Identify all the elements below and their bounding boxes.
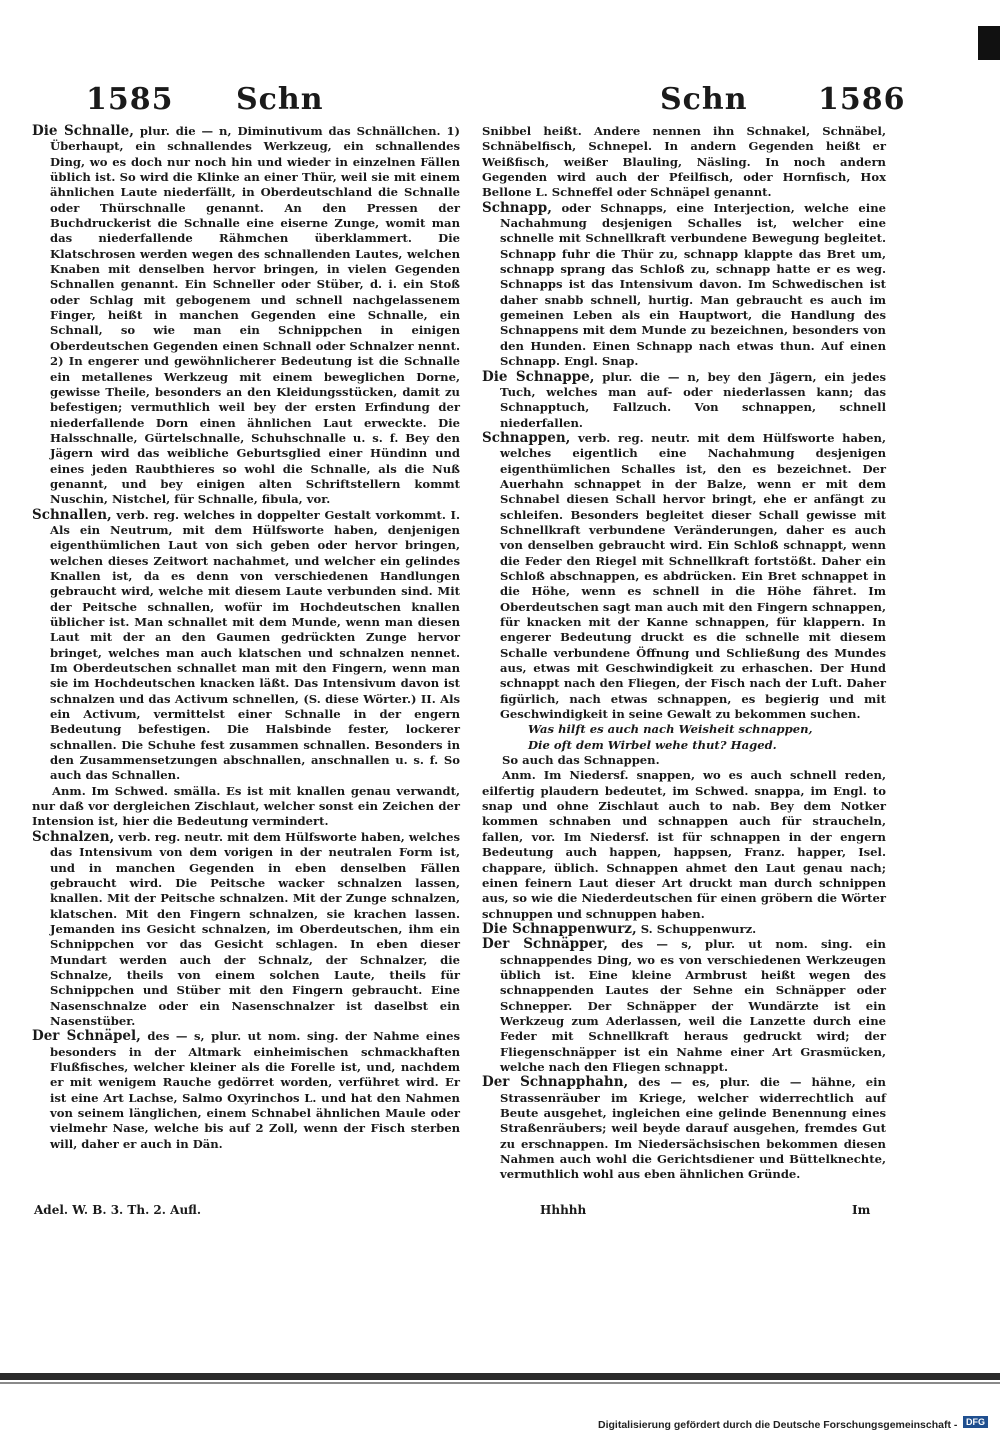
entry-text: plur. die — n, bey den Jägern, ein jedes Tuch, welches man auf- oder niederlassen kann; das Schnapptuch, Fallzuch. Von schnappen, schnell niederfallen.: [500, 369, 886, 430]
footer-volume-reference: Adel. W. B. 3. Th. 2. Aufl.: [34, 1203, 202, 1217]
entry-text: Die oft dem Wirbel wehe thut? Haged.: [528, 737, 777, 752]
dictionary-entry: [482, 431, 886, 723]
entry-headword: Schnalzen,: [32, 828, 115, 845]
entry-text: Anm. Im Schwed. smälla. Es ist mit knallen genau verwandt, nur daß vor dergleichen Zischlaut, welcher sonst ein Zeichen der Intension ist, hier die Bedeutung vermindert.: [32, 783, 460, 829]
page-number-left: 1585: [86, 82, 174, 117]
entry-headword: Die Schnappenwurz,: [482, 920, 637, 937]
dfg-logo: DFG: [963, 1416, 988, 1428]
entry-text: des — s, plur. ut nom. sing. ein schnappendes Ding, wo es von verschiedenen Werkzeugen üblich ist. Eine kleine Armbrust heißt wegen des schnappenden Lautes der Sehne ein Schnäpper oder Schnepper. Der Schnäpper der Wundärzte ist ein Werkzeug zum Aderlassen, weil die Lanzette durch eine Feder mit Schnellkraft heraus gedruckt wird; der Fliegenschnäpper ist ein Nahme einer Art Grasmücken, welche nach den Fliegen schnappt.: [500, 937, 886, 1074]
entry-text: plur. die — n, Diminutivum das Schnällchen. 1) Überhaupt, ein schnallendes Werkzeug, ein schnallendes Ding, wo es doch nur noch hin und wieder in einzelnen Fällen üblich ist. So wird die Klinke an einer Thür, weil sie mit einem ähnlichen Laute niederfällt, in Oberdeutschland die Schnalle oder Thürschnalle genannt. An den Pressen der Buchdruckerist die Schnalle eine eiserne Zunge, womit man das niederfallende Rähmchen überklammert. Die Klatschrosen werden wegen des schnallenden Lautes, welchen Knaben mit denselben hervor bringen, in vielen Gegenden Schnallen genannt. Ein Schneller oder Stüber, d. i. ein Stoß oder Schlag mit gebogenem und schnell nachgelassenem Finger, heißt in manchen Gegenden eine Schnalle, ein Schnall, so wie man ein Schnippchen in einigen Oberdeutschen Gegenden einen Schnall oder Schnalzer nennt. 2) In engerer und gewöhnlicherer Bedeutung ist die Schnalle ein metallenes Werkzeug mit einem beweglichen Dorne, gewisse Theile, besonders an den Kleidungsstücken, damit zu befestigen; vermuthlich weil bey der ersten Erfindung der niederfallende Dorn einen ähnlichen Laut erweckte. Die Halsschnalle, Gürtelschnalle, Schuhschnalle u. s. f. Bey den Jägern wird das weibliche Geburtsglied einer Hündinn und eines jeden Raubthieres so wohl die Schnalle, als die Nuß genannt, und bey einigen alten Schriftstellern kommt Nuschin, Nistchel, für Schnalle, fibula, vor.: [50, 124, 460, 507]
entry-text: S. Schuppenwurz.: [636, 921, 757, 936]
entry-headword: Schnallen,: [32, 506, 112, 523]
entry-text: So auch das Schnappen.: [502, 753, 660, 768]
entry-headword: Die Schnappe,: [482, 368, 595, 385]
right-text-column: [482, 124, 886, 1183]
entry-headword: Schnappen,: [482, 429, 571, 446]
dictionary-entry: [482, 201, 886, 370]
running-head-left: Schn: [236, 82, 324, 117]
scan-edge-marker: [978, 26, 1000, 60]
dictionary-entry: [482, 937, 886, 1075]
entry-text: des — s, plur. ut nom. sing. der Nahme eines besonders in der Altmark einheimischen schmackhaften Flußfisches, welcher kleiner als die Forelle ist, und, nachdem er mit wenigem Rauche gedörret worden, verführet wird. Er ist eine Art Lachse, Salmo Oxyrinchos L. und hat den Nahmen von seinem länglichen, einem Schnabel ähnlichen Maule oder vielmehr Nase, welche bis auf 2 Zoll, wenn der Fisch sterben will, daher er auch in Dän.: [50, 1029, 460, 1151]
entry-headword: Schnapp,: [482, 199, 552, 216]
page-number-right: 1586: [818, 82, 906, 117]
entry-paragraph: [482, 753, 886, 768]
footer-catchword: Im: [852, 1203, 871, 1217]
entry-text: Was hilft es auch nach Weisheit schnappen,: [528, 722, 813, 737]
entry-headword: Die Schnalle,: [32, 123, 134, 139]
entry-paragraph: [32, 784, 460, 830]
entry-text: oder Schnapps, eine Interjection, welche eine Nachahmung desjenigen Schalles ist, welcher eine schnelle mit Schnellkraft verbundene Bewegung begleitet. Schnapp fuhr die Thür zu, schnapp klappte das Bret um, schnapp sprang das Schloß zu, schnapp hatte er es weg. Schnapps ist das Intensivum davon. Im Schwedischen ist daher snabb schnell, hurtig. Man gebraucht es auch im gemeinen Leben als ein Hauptwort, die Handlung des Schnappens mit dem Munde zu bezeichnen, besonders von den Hunden. Einen Schnapp nach etwas thun. Auf einen Schnapp. Engl. Snap.: [500, 200, 886, 369]
footer-signature: Hhhhh: [540, 1203, 587, 1217]
dictionary-entry: [482, 370, 886, 431]
entry-paragraph: [482, 768, 886, 921]
dictionary-entry: [32, 1029, 460, 1152]
entry-headword: Der Schnapphahn,: [482, 1074, 629, 1091]
dictionary-entry: [32, 124, 460, 508]
entry-text: verb. reg. welches in doppelter Gestalt vorkommt. I. Als ein Neutrum, mit dem Hülfsworte haben, denjenigen eigenthümlichen Laut von sich geben oder hervor bringen, welchen dieses Zeitwort nachahmet, und welcher ein gelindes Knallen ist, da es denn von verschiedenen Handlungen gebraucht wird, welche mit diesem Laute verbunden sind. Mit der Peitsche schnallen, wofür im Hochdeutschen knallen üblicher ist. Man schnallet mit dem Munde, wenn man diesen Laut mit der an den Gaumen gedrückten Zunge hervor bringet, welches man auch klatschen und schnalzen nennet. Im Oberdeutschen schnallet man mit den Fingern, wenn man sie im Hochdeutschen knacken läßt. Das Intensivum davon ist schnalzen und das Activum schnellen, (S. diese Wörter.) II. Als ein Activum, vermittelst einer Schnalle in der engern Bedeutung befestigen. Die Halsbinde fester, lockerer schnallen. Die Schuhe fest zusammen schnallen. Besonders in den Zusammensetzungen abschnallen, anschnallen u. s. f. So auch das Schnallen.: [50, 507, 460, 783]
entry-headword: Der Schnäpel,: [32, 1028, 141, 1045]
entry-paragraph: [482, 124, 886, 201]
entry-paragraph: [482, 722, 886, 737]
dictionary-entry: [32, 508, 460, 784]
scan-border-rule-thin: [0, 1382, 1000, 1384]
entry-text: des — es, plur. die — hähne, ein Strassenräuber im Kriege, welcher widerrechtlich auf Beute ausgehet, ingleichen eine gelinde Benennung eines Straßenräubers; weil beyde darauf ausgehen, fremdes Gut zu erschnappen. Im Niedersächsischen bekommen diesen Nahmen auch wohl die Gerichtsdiener und Büttelknechte, vermuthlich wohl aus eben ähnlichen Gründe.: [500, 1075, 886, 1182]
entry-text: Anm. Im Niedersf. snappen, wo es auch schnell reden, eilfertig plaudern bedeutet, im Schwed. snappa, im Engl. to snap und ohne Zischlaut auch to nab. Bey dem Notker kommen schnaben und schnappen auch für straucheln, fallen, vor. Im Niedersf. ist für schnappen in der engern Bedeutung auch happen, happsen, Franz. happer, Isel. chappare, üblich. Schnappen ahmet den Laut genau nach; einen feinern Laut dieser Art druckt man durch schnippen aus, so wie die Niederdeutschen für einen gröbern die Wörter schnuppen und schnuppen haben.: [482, 768, 886, 921]
entry-text: Snibbel heißt. Andere nennen ihn Schnakel, Schnäbel, Schnäbelfisch, Schnepel. In andern Gegenden heißt er Weißfisch, weißer Blauling, Näsling. In noch andern Gegenden wird auch der Pfeilfisch, oder Hornfisch, Hox Bellone L. Schneffel oder Schnäpel genannt.: [482, 124, 886, 200]
dictionary-entry: [482, 1075, 886, 1182]
scan-border-rule: [0, 1373, 1000, 1380]
entry-text: verb. reg. neutr. mit dem Hülfsworte haben, welches das Intensivum von dem vorigen in der neutralen Form ist, und in manchen Gegenden in eben denselben Fällen gebraucht wird. Die Peitsche wacker schnalzen lassen, knallen. Mit der Peitsche schnalzen. Mit der Zunge schnalzen, klatschen. Mit den Fingern schnalzen, sie krachen lassen. Jemanden ins Gesicht schnalzen, im Oberdeutschen, ihm ein Schnippchen vor das Gesicht schlagen. In eben dieser Mundart werden auch der Schnalz, der Schnalzer, die Schnalze, theils von einem solchen Laute, theils für Schnippchen und Stüber mit den Fingern gebraucht. Eine Nasenschnalze oder ein Nasenschnalzer ist daselbst ein Nasenstüber.: [50, 829, 460, 1028]
running-head-right: Schn: [660, 82, 748, 117]
dictionary-entry: [32, 830, 460, 1029]
entry-headword: Der Schnäpper,: [482, 936, 608, 953]
dictionary-entry: [482, 922, 886, 937]
left-text-column: [32, 124, 460, 1152]
entry-paragraph: [482, 738, 886, 753]
digitization-credit: Digitalisierung gefördert durch die Deutsche Forschungsgemeinschaft -: [598, 1419, 958, 1431]
entry-text: verb. reg. neutr. mit dem Hülfsworte haben, welches eigentlich eine Nachahmung desjenigen eigenthümlichen Schalles ist, den es bezeichnet. Der Auerhahn schnappet in der Balze, wenn er mit dem Schnabel diesen Schall hervor bringt, ehe er anfängt zu schleifen. Besonders begleitet dieser Schall gewisse mit Schnellkraft verbundene Veränderungen, daher es auch von denselben gebraucht wird. Ein Schloß schnappt, wenn die Feder den Riegel mit Schnellkraft fortstößt. Daher ein Schloß abschnappen, es abdrücken. Ein Bret schnappet in die Höhe, wenn es schnell in die Höhe fähret. Im Oberdeutschen sagt man auch mit den Fingern schnappen, für knacken mit der Kanne schnappen, für klappern. In engerer Bedeutung druckt es die schnelle mit diesem Schalle verbundene Öffnung und Schließung des Mundes aus, etwas mit Geschwindigkeit zu erhaschen. Der Hund schnappt nach den Fliegen, der Fisch nach der Luft. Daher figürlich, nach etwas schnappen, es begierig und mit Geschwindigkeit in seine Gewalt zu bekommen suchen.: [500, 430, 886, 722]
